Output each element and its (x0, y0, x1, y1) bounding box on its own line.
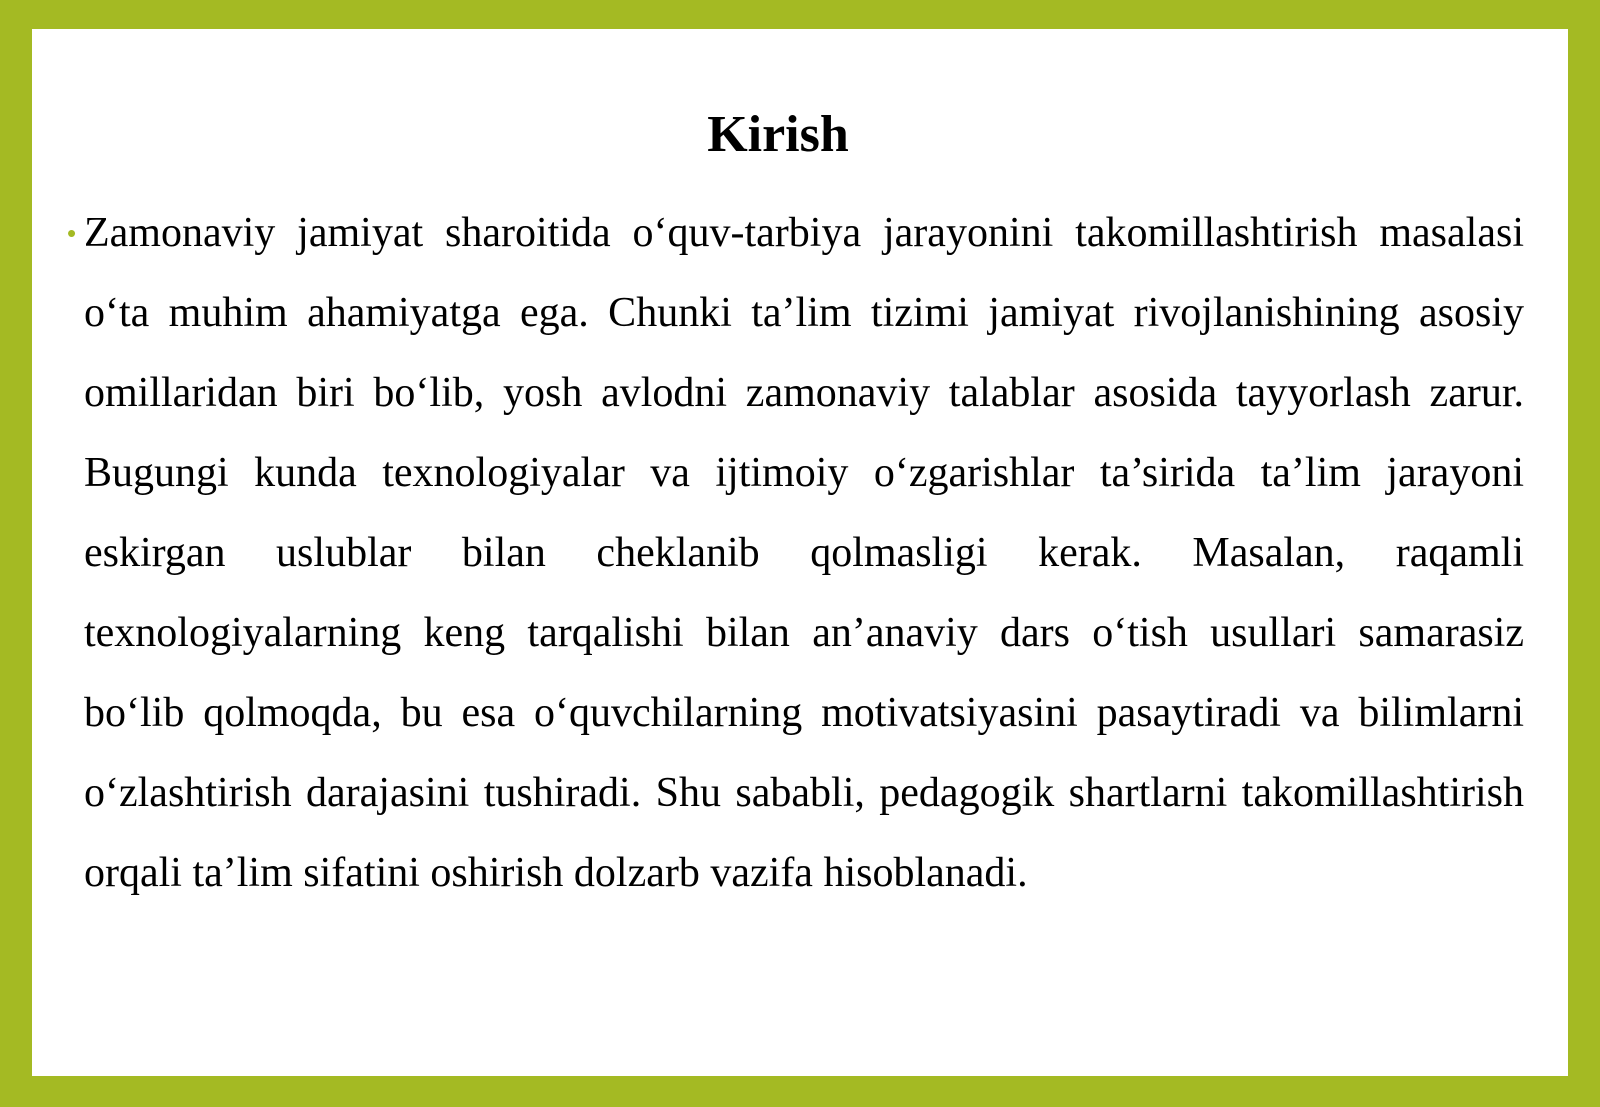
bullet-icon: • (67, 218, 77, 248)
bullet-list-item (56, 193, 1524, 913)
body-paragraph: Zamonaviy jamiyat sharoitida o‘quv-tarbiya jarayonini takomillashtirish masalasi o‘ta muhim ahamiyatga ega. Chunki ta’lim tizimi jamiyat rivojlanishining asosiy omillaridan biri bo‘lib, yosh avlodni zamonaviy talablar asosida tayyorlash zarur. Bugungi kunda texnologiyalar va ijtimoiy o‘zgarishlar ta’sirida ta’lim jarayoni eskirgan uslublar bilan cheklanib qolmasligi kerak. Masalan, raqamli texnologiyalarning keng tarqalishi bilan an’anaviy dars o‘tish usullari samarasiz bo‘lib qolmoqda, bu esa o‘quvchilarning motivatsiyasini pasaytiradi va bilimlarni o‘zlashtirish darajasini tushiradi. Shu sababli, pedagogik shartlarni takomillashtirish orqali ta’lim sifatini oshirish dolzarb vazifa hisoblanadi. (84, 210, 1524, 896)
slide-title: Kirish (707, 106, 849, 163)
slide (32, 29, 1568, 1076)
